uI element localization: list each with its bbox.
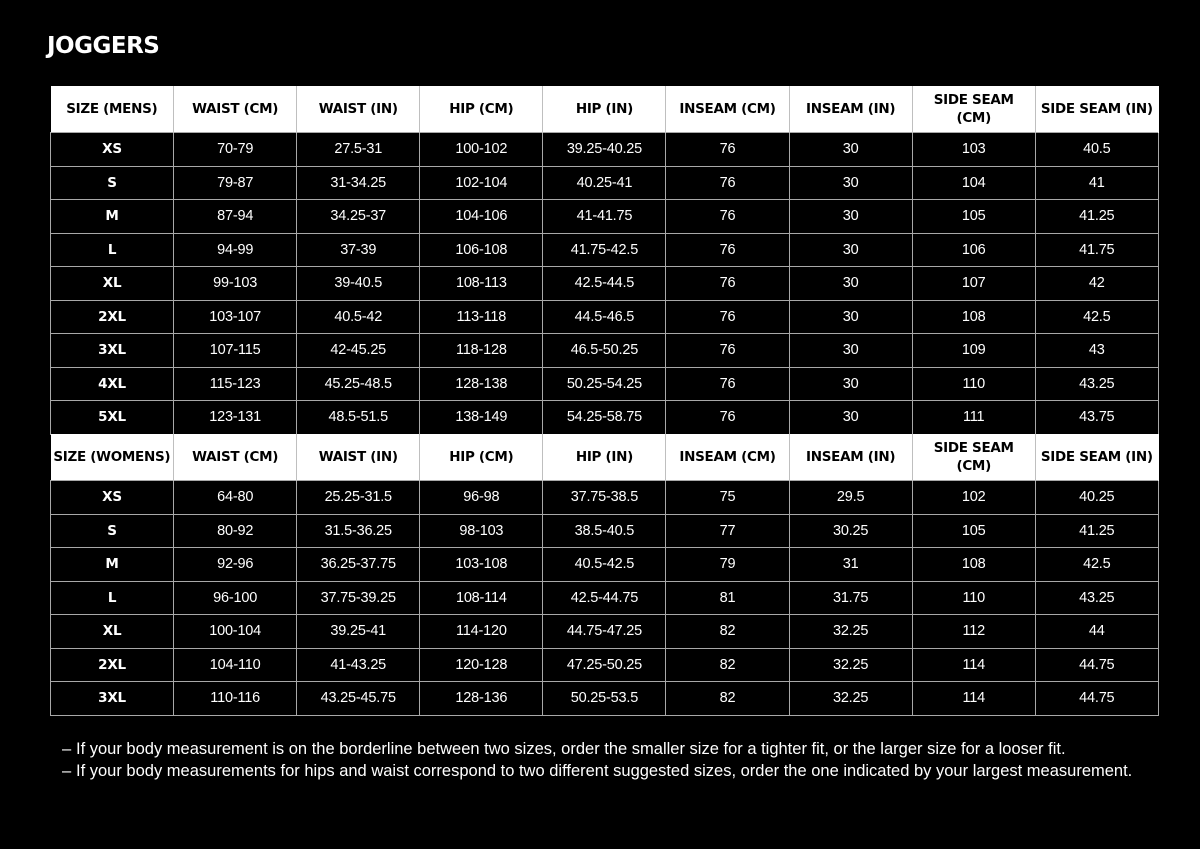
measurement-cell: 76: [666, 300, 789, 334]
measurement-cell: 41-41.75: [543, 200, 666, 234]
measurement-cell: 76: [666, 401, 789, 435]
size-label-cell: 3XL: [51, 682, 174, 716]
measurement-cell: 34.25-37: [297, 200, 420, 234]
measurement-cell: 30: [789, 267, 912, 301]
measurement-cell: 37-39: [297, 233, 420, 267]
fit-notes: [62, 738, 1162, 782]
size-label-cell: XS: [51, 481, 174, 515]
measurement-cell: 27.5-31: [297, 133, 420, 167]
measurement-cell: 41-43.25: [297, 648, 420, 682]
column-header: SIDE SEAM (IN): [1035, 434, 1158, 481]
measurement-cell: 43.25: [1035, 581, 1158, 615]
measurement-cell: 103-108: [420, 548, 543, 582]
measurement-cell: 114: [912, 682, 1035, 716]
measurement-cell: 103: [912, 133, 1035, 167]
measurement-cell: 44.75-47.25: [543, 615, 666, 649]
measurement-cell: 100-104: [174, 615, 297, 649]
column-header: HIP (CM): [420, 434, 543, 481]
measurement-cell: 40.5-42.5: [543, 548, 666, 582]
measurement-cell: 47.25-50.25: [543, 648, 666, 682]
measurement-cell: 102: [912, 481, 1035, 515]
measurement-cell: 42.5-44.75: [543, 581, 666, 615]
measurement-cell: 37.75-38.5: [543, 481, 666, 515]
measurement-cell: 118-128: [420, 334, 543, 368]
measurement-cell: 113-118: [420, 300, 543, 334]
measurement-cell: 70-79: [174, 133, 297, 167]
measurement-cell: 29.5: [789, 481, 912, 515]
measurement-cell: 43.75: [1035, 401, 1158, 435]
measurement-cell: 79-87: [174, 166, 297, 200]
table-row: [51, 200, 1159, 234]
measurement-cell: 76: [666, 267, 789, 301]
measurement-cell: 37.75-39.25: [297, 581, 420, 615]
table-row: [51, 401, 1159, 435]
measurement-cell: 39.25-41: [297, 615, 420, 649]
measurement-cell: 76: [666, 166, 789, 200]
measurement-cell: 123-131: [174, 401, 297, 435]
measurement-cell: 100-102: [420, 133, 543, 167]
measurement-cell: 98-103: [420, 514, 543, 548]
size-label-cell: L: [51, 581, 174, 615]
table-row: [51, 682, 1159, 716]
table-row: [51, 233, 1159, 267]
measurement-cell: 30: [789, 300, 912, 334]
column-header: SIDE SEAM (CM): [912, 434, 1035, 481]
measurement-cell: 82: [666, 682, 789, 716]
measurement-cell: 40.5-42: [297, 300, 420, 334]
size-label-cell: M: [51, 200, 174, 234]
measurement-cell: 44: [1035, 615, 1158, 649]
measurement-cell: 41.75-42.5: [543, 233, 666, 267]
measurement-cell: 30: [789, 334, 912, 368]
measurement-cell: 110: [912, 581, 1035, 615]
measurement-cell: 30: [789, 133, 912, 167]
measurement-cell: 30: [789, 166, 912, 200]
measurement-cell: 30: [789, 233, 912, 267]
size-label-cell: 4XL: [51, 367, 174, 401]
measurement-cell: 87-94: [174, 200, 297, 234]
size-label-cell: S: [51, 166, 174, 200]
measurement-cell: 44.75: [1035, 648, 1158, 682]
column-header: INSEAM (IN): [789, 434, 912, 481]
measurement-cell: 120-128: [420, 648, 543, 682]
measurement-cell: 138-149: [420, 401, 543, 435]
measurement-cell: 108-113: [420, 267, 543, 301]
measurement-cell: 30: [789, 401, 912, 435]
measurement-cell: 102-104: [420, 166, 543, 200]
measurement-cell: 76: [666, 233, 789, 267]
measurement-cell: 76: [666, 334, 789, 368]
note-item: [62, 760, 1162, 782]
measurement-cell: 30.25: [789, 514, 912, 548]
measurement-cell: 108: [912, 548, 1035, 582]
measurement-cell: 99-103: [174, 267, 297, 301]
column-header: INSEAM (CM): [666, 434, 789, 481]
table-row: [51, 648, 1159, 682]
mens-header-row: [51, 86, 1159, 133]
table-row: [51, 334, 1159, 368]
measurement-cell: 31.5-36.25: [297, 514, 420, 548]
measurement-cell: 43.25-45.75: [297, 682, 420, 716]
table-row: [51, 615, 1159, 649]
measurement-cell: 108: [912, 300, 1035, 334]
measurement-cell: 42: [1035, 267, 1158, 301]
note-text: If your body measurements for hips and waist correspond to two different suggested sizes, order the one indicated by your largest measurement.: [76, 762, 1133, 780]
measurement-cell: 39-40.5: [297, 267, 420, 301]
measurement-cell: 43: [1035, 334, 1158, 368]
size-label-cell: XL: [51, 615, 174, 649]
table-row: [51, 367, 1159, 401]
column-header: WAIST (CM): [174, 434, 297, 481]
measurement-cell: 80-92: [174, 514, 297, 548]
measurement-cell: 54.25-58.75: [543, 401, 666, 435]
column-header: INSEAM (CM): [666, 86, 789, 133]
measurement-cell: 40.25-41: [543, 166, 666, 200]
measurement-cell: 96-98: [420, 481, 543, 515]
column-header: INSEAM (IN): [789, 86, 912, 133]
measurement-cell: 82: [666, 615, 789, 649]
measurement-cell: 45.25-48.5: [297, 367, 420, 401]
measurement-cell: 107-115: [174, 334, 297, 368]
column-header: SIZE (WOMENS): [51, 434, 174, 481]
size-label-cell: 2XL: [51, 648, 174, 682]
table-row: [51, 548, 1159, 582]
measurement-cell: 39.25-40.25: [543, 133, 666, 167]
size-label-cell: S: [51, 514, 174, 548]
measurement-cell: 110-116: [174, 682, 297, 716]
column-header: WAIST (CM): [174, 86, 297, 133]
measurement-cell: 50.25-54.25: [543, 367, 666, 401]
womens-header-row: [51, 434, 1159, 481]
measurement-cell: 114: [912, 648, 1035, 682]
column-header: SIZE (MENS): [51, 86, 174, 133]
measurement-cell: 25.25-31.5: [297, 481, 420, 515]
measurement-cell: 46.5-50.25: [543, 334, 666, 368]
measurement-cell: 48.5-51.5: [297, 401, 420, 435]
size-label-cell: 3XL: [51, 334, 174, 368]
measurement-cell: 112: [912, 615, 1035, 649]
measurement-cell: 115-123: [174, 367, 297, 401]
measurement-cell: 108-114: [420, 581, 543, 615]
size-label-cell: 2XL: [51, 300, 174, 334]
measurement-cell: 81: [666, 581, 789, 615]
column-header: WAIST (IN): [297, 86, 420, 133]
column-header: HIP (IN): [543, 434, 666, 481]
measurement-cell: 32.25: [789, 648, 912, 682]
note-text: If your body measurement is on the borderline between two sizes, order the smaller size for a tighter fit, or the larger size for a looser fit.: [76, 740, 1066, 758]
measurement-cell: 42.5-44.5: [543, 267, 666, 301]
measurement-cell: 40.25: [1035, 481, 1158, 515]
measurement-cell: 41.25: [1035, 200, 1158, 234]
measurement-cell: 38.5-40.5: [543, 514, 666, 548]
measurement-cell: 82: [666, 648, 789, 682]
column-header: HIP (CM): [420, 86, 543, 133]
measurement-cell: 107: [912, 267, 1035, 301]
measurement-cell: 32.25: [789, 682, 912, 716]
measurement-cell: 114-120: [420, 615, 543, 649]
size-label-cell: XS: [51, 133, 174, 167]
measurement-cell: 105: [912, 200, 1035, 234]
table-row: [51, 514, 1159, 548]
measurement-cell: 76: [666, 200, 789, 234]
measurement-cell: 128-136: [420, 682, 543, 716]
measurement-cell: 42.5: [1035, 548, 1158, 582]
note-dash: –: [62, 740, 72, 758]
measurement-cell: 36.25-37.75: [297, 548, 420, 582]
measurement-cell: 106-108: [420, 233, 543, 267]
measurement-cell: 31-34.25: [297, 166, 420, 200]
measurement-cell: 40.5: [1035, 133, 1158, 167]
womens-size-table: [50, 434, 1159, 716]
measurement-cell: 30: [789, 367, 912, 401]
measurement-cell: 106: [912, 233, 1035, 267]
measurement-cell: 79: [666, 548, 789, 582]
measurement-cell: 32.25: [789, 615, 912, 649]
measurement-cell: 43.25: [1035, 367, 1158, 401]
measurement-cell: 110: [912, 367, 1035, 401]
measurement-cell: 109: [912, 334, 1035, 368]
table-row: [51, 481, 1159, 515]
table-row: [51, 133, 1159, 167]
measurement-cell: 30: [789, 200, 912, 234]
table-row: [51, 300, 1159, 334]
measurement-cell: 96-100: [174, 581, 297, 615]
note-dash: –: [62, 762, 72, 780]
measurement-cell: 76: [666, 367, 789, 401]
measurement-cell: 44.75: [1035, 682, 1158, 716]
note-item: [62, 738, 1162, 760]
measurement-cell: 42.5: [1035, 300, 1158, 334]
measurement-cell: 92-96: [174, 548, 297, 582]
measurement-cell: 104-110: [174, 648, 297, 682]
measurement-cell: 104-106: [420, 200, 543, 234]
measurement-cell: 31.75: [789, 581, 912, 615]
measurement-cell: 76: [666, 133, 789, 167]
column-header: SIDE SEAM (IN): [1035, 86, 1158, 133]
page-title: JOGGERS: [47, 33, 160, 59]
measurement-cell: 128-138: [420, 367, 543, 401]
column-header: HIP (IN): [543, 86, 666, 133]
table-row: [51, 267, 1159, 301]
mens-size-table: [50, 86, 1159, 435]
measurement-cell: 50.25-53.5: [543, 682, 666, 716]
size-label-cell: L: [51, 233, 174, 267]
measurement-cell: 103-107: [174, 300, 297, 334]
measurement-cell: 77: [666, 514, 789, 548]
table-row: [51, 166, 1159, 200]
measurement-cell: 104: [912, 166, 1035, 200]
table-row: [51, 581, 1159, 615]
measurement-cell: 75: [666, 481, 789, 515]
size-label-cell: XL: [51, 267, 174, 301]
measurement-cell: 94-99: [174, 233, 297, 267]
column-header: WAIST (IN): [297, 434, 420, 481]
measurement-cell: 41: [1035, 166, 1158, 200]
measurement-cell: 41.75: [1035, 233, 1158, 267]
measurement-cell: 41.25: [1035, 514, 1158, 548]
measurement-cell: 31: [789, 548, 912, 582]
column-header: SIDE SEAM (CM): [912, 86, 1035, 133]
measurement-cell: 105: [912, 514, 1035, 548]
size-label-cell: 5XL: [51, 401, 174, 435]
measurement-cell: 64-80: [174, 481, 297, 515]
measurement-cell: 42-45.25: [297, 334, 420, 368]
size-label-cell: M: [51, 548, 174, 582]
measurement-cell: 44.5-46.5: [543, 300, 666, 334]
measurement-cell: 111: [912, 401, 1035, 435]
